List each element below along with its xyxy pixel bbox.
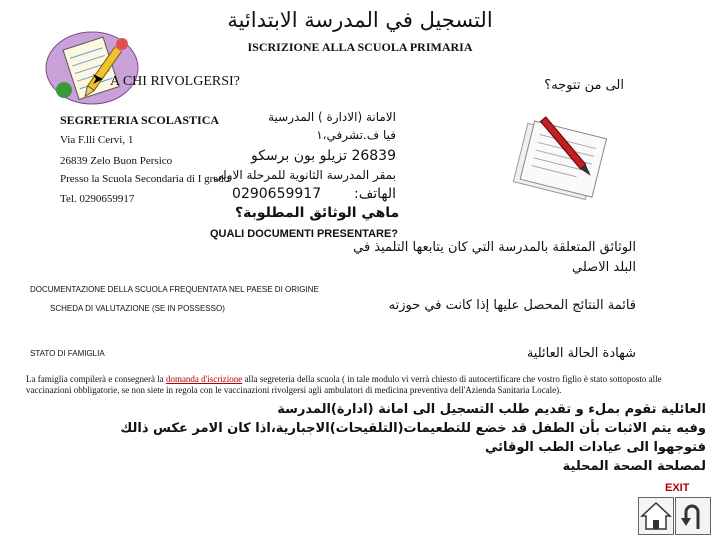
page-title-italian: ISCRIZIONE ALLA SCUOLA PRIMARIA: [247, 40, 473, 54]
instructions-paragraph-arabic: [86, 400, 706, 476]
office-phone-arabic: [232, 186, 396, 202]
documents-question-arabic: ماهي الوثائق المطلوبة؟: [235, 205, 400, 221]
document-item-arabic: شهادة الحالة العائلية: [526, 346, 636, 361]
contact-question-arabic: الى من تتوجه؟: [544, 78, 624, 93]
document-item-arabic: الوثائق المتعلقة بالمدرسة التي كان يتابعها التلميذ في البلد الاصلي: [353, 240, 636, 275]
office-address-line3: Presso la Scuola Secondaria di I grado: [60, 173, 230, 185]
office-address-line2: 26839 Zelo Buon Persico: [60, 155, 173, 167]
back-button[interactable]: [675, 497, 711, 535]
home-button[interactable]: [638, 497, 674, 535]
office-phone: Tel. 0290659917: [60, 193, 135, 205]
office-address-line1: Via F.lli Cervi, 1: [60, 134, 134, 146]
arrow-bullet-icon: [92, 73, 104, 90]
instructions-arabic-line: لمصلحة الصحة المحلية: [562, 459, 706, 474]
office-name-italian: SEGRETERIA SCOLASTICA: [60, 113, 220, 127]
instructions-paragraph-italian: [26, 374, 696, 396]
instructions-arabic-line: وفيه يتم الاثبات بأن الطفل قد خضع للتطعيمات(التلقيحات)الاجبارية،اذا كان الامر عكس ذالك: [120, 421, 706, 436]
phone-label-arabic: الهاتف:: [354, 186, 396, 202]
enrollment-form-link[interactable]: domanda d'iscrizione: [165, 374, 243, 384]
exit-link[interactable]: EXIT: [665, 482, 690, 494]
document-item-italian: SCHEDA DI VALUTAZIONE (SE IN POSSESSO): [50, 304, 225, 313]
instructions-arabic-line: فتوجهوا الى عيادات الطب الوقائي: [484, 440, 706, 455]
document-item-italian: STATO DI FAMIGLIA: [30, 349, 105, 358]
office-address-arabic-line1: فيا ف.تشرفي،١: [316, 128, 396, 142]
phone-number-arabic: 0290659917: [232, 186, 322, 202]
school-clipart-icon: [42, 24, 142, 108]
contact-question-label: A CHI RIVOLGERSI?: [110, 73, 240, 89]
documents-question-italian: QUALI DOCUMENTI PRESENTARE?: [210, 228, 399, 240]
instructions-text: La famiglia compilerà e consegnerà la: [26, 374, 166, 384]
document-item-italian: DOCUMENTAZIONE DELLA SCUOLA FREQUENTATA NEL PAESE DI ORIGINE: [30, 285, 319, 294]
pen-on-papers-image: [498, 108, 618, 218]
instructions-arabic-line: العائلية تقوم بملء و تقديم طلب التسجيل الى امانة (ادارة)المدرسة: [277, 402, 706, 417]
office-address-arabic-line3: بمقر المدرسة الثانوية للمرحلة الاولى: [213, 168, 396, 182]
contact-question-italian: [92, 73, 240, 90]
page-title-arabic: التسجيل في المدرسة الابتدائية: [227, 8, 493, 32]
home-icon: [639, 521, 673, 538]
document-item-arabic: قائمة النتائج المحصل عليها إذا كانت في حوزته: [388, 298, 636, 313]
u-turn-back-icon: [676, 521, 710, 538]
office-name-arabic: الامانة (الادارة ) المدرسية: [268, 110, 396, 124]
office-address-arabic-line2: 26839 تزيلو بون برسكو: [250, 148, 396, 164]
instructions-text: alla segreteria della scuola ( in tale modulo vi verrà chiesto di autocertificare che vostro figlio è stato sottoposto alle vaccinazioni obbligatorie, se non siete in regola con le vaccinazioni rivolgersi agli ambulatori di medicina preventiva dell'Azienda Sanitaria Locale).: [26, 374, 662, 395]
